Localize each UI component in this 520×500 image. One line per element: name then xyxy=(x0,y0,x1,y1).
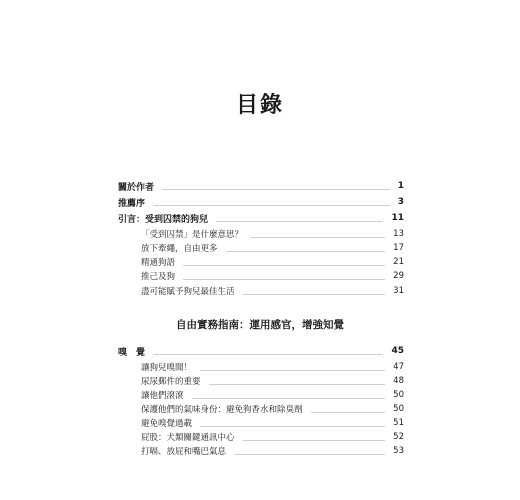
toc-subentry[interactable] xyxy=(141,416,404,430)
toc-subentry-page: 31 xyxy=(393,286,404,296)
dot-leader xyxy=(209,384,386,385)
toc-subentry-label: 讓他們滾滾 xyxy=(141,391,184,401)
toc-subentry-page: 29 xyxy=(393,271,404,281)
dot-leader xyxy=(183,265,385,266)
dot-leader xyxy=(311,412,386,413)
section-heading: 自由實務指南：運用感官，增強知覺 xyxy=(176,319,344,331)
toc-subentry-label: 盡可能賦予狗兒最佳生活 xyxy=(141,287,235,297)
dot-leader xyxy=(183,279,385,280)
dot-leader xyxy=(243,294,386,295)
dot-leader xyxy=(243,440,386,441)
toc-entry-label: 嗅 覺 xyxy=(118,347,146,358)
toc-title: 目錄 xyxy=(235,92,284,118)
toc-subentry-label: 「受到囚禁」是什麼意思？ xyxy=(141,230,244,240)
toc-entry-label: 引言：受到囚禁的狗兒 xyxy=(118,214,209,225)
toc-entry-label: 推薦序 xyxy=(118,198,146,209)
toc-subentry-label: 放下牽繩，自由更多 xyxy=(141,244,218,254)
dot-leader xyxy=(200,426,385,427)
toc-entry-page: 11 xyxy=(391,213,404,223)
toc-subentry[interactable] xyxy=(141,402,404,416)
toc-entry-label: 關於作者 xyxy=(118,182,155,193)
toc-subentry-label: 避免嗅覺過載 xyxy=(141,419,193,429)
dot-leader xyxy=(216,221,383,222)
dot-leader xyxy=(234,454,385,455)
dot-leader xyxy=(226,251,386,252)
toc-subentry[interactable] xyxy=(141,284,404,298)
toc-subentry[interactable] xyxy=(141,360,404,374)
toc-subentry[interactable] xyxy=(141,444,404,458)
toc-entry-page: 3 xyxy=(397,197,404,207)
toc-subentry[interactable] xyxy=(141,374,404,388)
toc-subentry-page: 50 xyxy=(393,390,404,400)
toc-subentry-page: 47 xyxy=(393,362,404,372)
toc-subentry[interactable] xyxy=(141,430,404,444)
toc-entry-foreword[interactable] xyxy=(118,195,404,209)
toc-subentry-page: 53 xyxy=(393,446,404,456)
toc-subentry-page: 52 xyxy=(393,432,404,442)
dot-leader xyxy=(153,354,383,355)
toc-entry-introduction[interactable] xyxy=(118,211,404,225)
dot-leader xyxy=(251,237,385,238)
toc-subentry-label: 推己及狗 xyxy=(141,272,176,282)
toc-subentry-page: 51 xyxy=(393,418,404,428)
dot-leader xyxy=(162,189,390,190)
toc-subentry-label: 打嗝、放屁和嘴巴氣息 xyxy=(141,447,227,457)
toc-subentry-label: 精通狗語 xyxy=(141,258,176,268)
toc-entry-about-author[interactable] xyxy=(118,179,404,193)
toc-subentry-page: 17 xyxy=(393,243,404,253)
toc-subentry-page: 48 xyxy=(393,376,404,386)
toc-entry-chapter-smell[interactable] xyxy=(118,344,404,358)
toc-subentry-label: 尿尿郵件的重要 xyxy=(141,377,201,387)
dot-leader xyxy=(200,370,385,371)
toc-subentry[interactable] xyxy=(141,269,404,283)
toc-subentry-page: 13 xyxy=(393,229,404,239)
dot-leader xyxy=(192,398,386,399)
toc-entry-page: 45 xyxy=(391,346,404,356)
dot-leader xyxy=(153,205,390,206)
toc-subentry-label: 保護他們的氣味身份：避免狗香水和除臭劑 xyxy=(141,405,303,415)
toc-subentry-label: 屁股：犬類關鍵通訊中心 xyxy=(141,433,235,443)
toc-entry-page: 1 xyxy=(397,181,404,191)
toc-subentry[interactable] xyxy=(141,255,404,269)
toc-subentry[interactable] xyxy=(141,227,404,241)
toc-subentry[interactable] xyxy=(141,241,404,255)
toc-subentry-page: 21 xyxy=(393,257,404,267)
toc-subentry[interactable] xyxy=(141,388,404,402)
toc-subentry-label: 讓狗兒嗅聞！ xyxy=(141,363,193,373)
toc-subentry-page: 50 xyxy=(393,404,404,414)
